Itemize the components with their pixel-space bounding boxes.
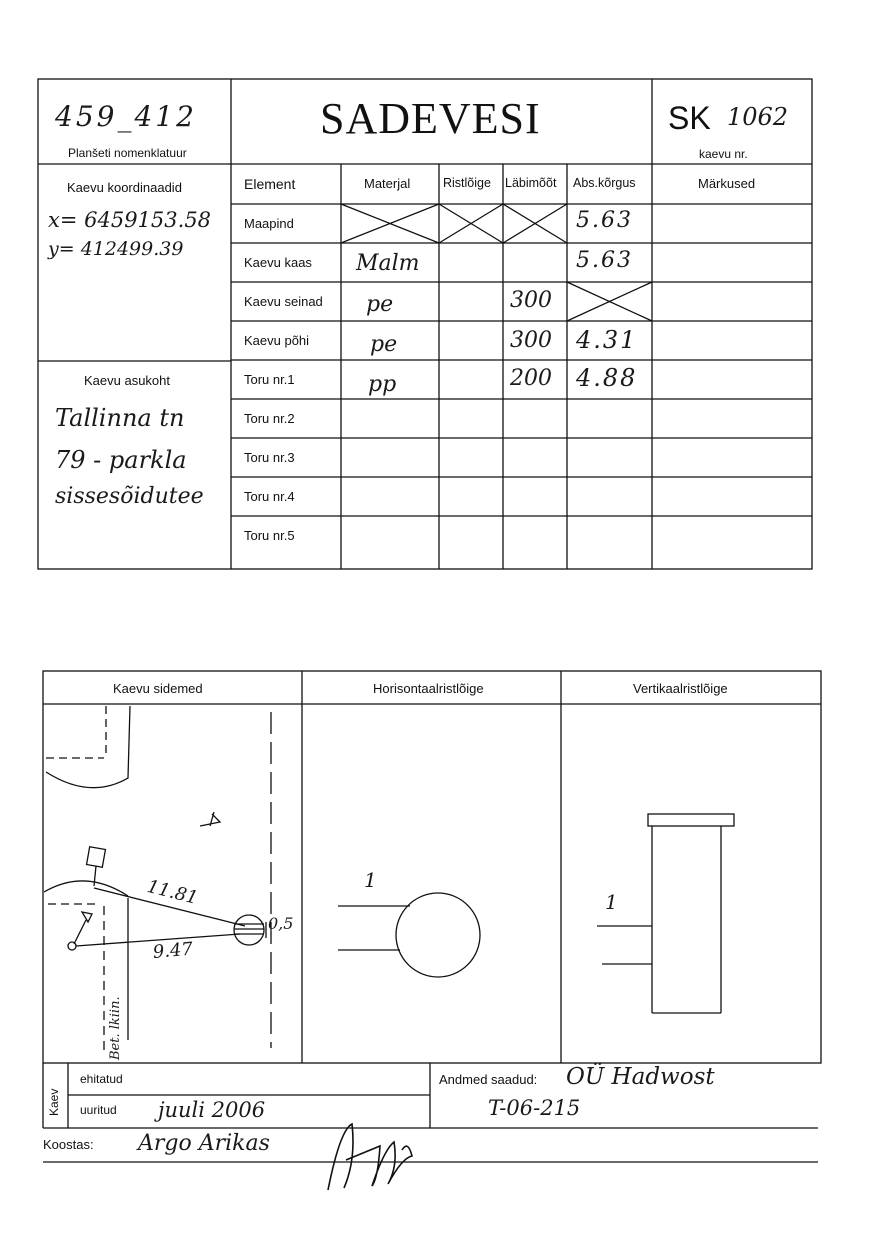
author-label: Koostas: — [43, 1137, 94, 1152]
pipe-number-v: 1 — [605, 890, 618, 914]
cell-material: pe — [366, 292, 394, 317]
sheet-code: 459_412 — [55, 100, 197, 133]
distance-2: 9.47 — [152, 938, 194, 963]
offset-label: 0,5 — [268, 914, 294, 933]
surveyed-value: juuli 2006 — [158, 1098, 266, 1122]
table-row-element: Toru nr.3 — [244, 450, 295, 465]
surveyed-label: uuritud — [80, 1103, 117, 1117]
col-header-cross: Ristlõige — [443, 176, 491, 190]
data-label: Andmed saadud: — [439, 1072, 538, 1087]
table-row-element: Toru nr.1 — [244, 372, 295, 387]
table-row-element: Toru nr.2 — [244, 411, 295, 426]
well-number: 1062 — [727, 103, 789, 131]
built-label: ehitatud — [80, 1072, 123, 1086]
coords-label: Kaevu koordinaadid — [67, 180, 182, 195]
cell-diameter: 300 — [510, 288, 552, 313]
cell-height: 4.31 — [576, 326, 638, 354]
table-row-element: Maapind — [244, 216, 294, 231]
cell-material: pe — [370, 332, 398, 357]
table-row-element: Toru nr.5 — [244, 528, 295, 543]
cell-diameter: 300 — [510, 328, 552, 353]
pipe-number-h: 1 — [364, 868, 377, 892]
table-row-element: Kaevu põhi — [244, 333, 310, 348]
cell-height: 4.88 — [576, 364, 638, 392]
col-header-material: Materjal — [364, 176, 411, 191]
page-title: SADEVESI — [320, 94, 541, 143]
cell-diameter: 200 — [510, 366, 552, 391]
data-ref: T-06-215 — [488, 1096, 581, 1120]
coord-y: y= 412499.39 — [48, 238, 184, 260]
col-header-notes: Märkused — [698, 176, 756, 191]
wall-text: Bet. lkiin. — [108, 996, 123, 1060]
signature — [322, 1118, 418, 1194]
location-line-3: sissesõidutee — [55, 484, 204, 509]
col-header-element: Element — [244, 176, 296, 192]
sidemed-label: Kaevu sidemed — [113, 681, 203, 696]
data-source: OÜ Hadwost — [566, 1064, 715, 1090]
col-header-height: Abs.kõrgus — [573, 176, 636, 190]
kaev-label: Kaev — [47, 1088, 61, 1116]
col-header-diameter: Läbimõõt — [505, 176, 557, 190]
distance-1: 11.81 — [144, 876, 201, 909]
location-line-1: Tallinna tn — [55, 404, 185, 432]
cell-material: Malm — [356, 251, 420, 276]
author-name: Argo Arikas — [138, 1131, 270, 1156]
table-row-element: Toru nr.4 — [244, 489, 295, 504]
sheet-label: Planšeti nomenklatuur — [68, 146, 187, 160]
horisontaal-label: Horisontaalristlõige — [373, 681, 484, 696]
cell-height: 5.63 — [576, 248, 633, 273]
well-label: kaevu nr. — [699, 147, 748, 161]
table-row-element: Kaevu seinad — [244, 294, 323, 309]
table-row-element: Kaevu kaas — [244, 255, 312, 270]
cell-material: pp — [368, 372, 397, 397]
well-prefix: SK — [668, 100, 711, 136]
location-label: Kaevu asukoht — [84, 373, 171, 388]
cell-height: 5.63 — [576, 208, 633, 233]
vertikaal-label: Vertikaalristlõige — [633, 681, 728, 696]
coord-x: x= 6459153.58 — [48, 208, 212, 232]
location-line-2: 79 - parkla — [55, 446, 187, 474]
